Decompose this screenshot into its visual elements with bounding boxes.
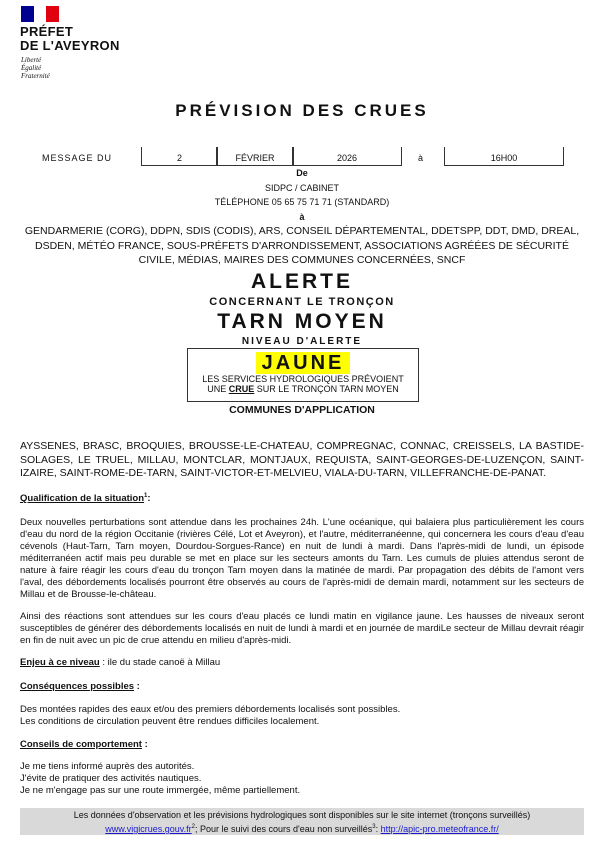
footer-footnote-2: 2 [191,824,195,830]
motto-liberte: Liberté [21,56,42,64]
republic-flag-logo [21,6,59,22]
enjeu-row [20,657,584,669]
conseils-line-2: J'évite de pratiquer des activités nautiques. [20,773,202,784]
alert-desc-post: SUR LE TRONÇON TARN MOYEN [256,384,399,394]
qualification-heading: Qualification de la situation [20,493,145,505]
motto-egalite: Égalité [21,64,42,72]
footer-colon: : [375,824,381,834]
conseils-heading-row [20,739,148,750]
footer-line-1: Les données d'observation et les prévisions hydrologiques sont disponibles sur le site internet (tronçons surveillés) [73,810,531,820]
footer-info-box [20,808,584,835]
communes-list: AYSSENES, BRASC, BROQUIES, BROUSSE-LE-CHATEAU, COMPREGNAC, CONNAC, CREISSELS, LA BASTIDE-SOLAGES, LE TRUEL, MILLAU, MONTCLAR, MONTJAUX, REQUISTA, SAINT-GEORGES-DE-LUZENÇON, SAINT-IZAIRE, SAINT-ROME-DE-TARN, SAINT-VICTOR-ET-MELVIEU, VIALA-DU-TARN, VILLEFRANCHE-DE-PANAT. [20,440,584,479]
qualification-paragraph-2: Ainsi des réactions sont attendues sur les cours d'eau placés ce lundi matin en vigilance jaune. Les hausses de niveaux seront susceptibles de générer des débordements localisés en nuit de lundi à mardi et en journée de mardiLe secteur de Millau devrait réagir en fin de nuit avec un pic de crue attendu en milieu d'après-midi. [20,611,584,646]
footer-middle-text: ; Pour le suivi des cours d'eau non surveillés [194,824,373,834]
prefet-department: DE L'AVEYRON [20,38,120,53]
alert-desc-line1: LES SERVICES HYDROLOGIQUES PRÉVOIENT [202,374,404,384]
communes-title: COMMUNES D'APPLICATION [229,404,375,416]
alert-desc-pre: UNE [207,384,227,394]
footer-footnote-3: 3 [372,824,376,830]
page-title: PRÉVISION DES CRUES [175,101,429,120]
qualification-footnote-marker: 1 [144,493,148,499]
to-label: à [299,212,305,222]
alert-level-badge: JAUNE [256,352,351,374]
prefet-title: PRÉFET [20,24,74,39]
qualification-colon: : [147,493,151,505]
message-month-field: FÉVRIER [216,147,294,166]
from-label: De [296,168,308,178]
flag-red-stripe [46,6,59,22]
consequences-line-1: Des montées rapides des eaux et/ou des premiers débordements localisés sont possibles. [20,704,401,715]
sender-name: SIDPC / CABINET [264,183,339,193]
alert-desc-crue: CRUE [228,384,255,394]
flag-white-stripe [34,6,47,22]
message-year-field: 2026 [292,147,402,166]
message-date-label: MESSAGE DU [42,153,113,163]
conseils-line-1: Je me tiens informé auprès des autorités. [20,761,195,772]
message-time-field: 16H00 [444,147,564,166]
sender-phone: TÉLÉPHONE 05 65 75 71 71 (STANDARD) [214,197,390,207]
conseils-heading: Conseils de comportement [20,739,142,750]
qualification-paragraph-1: Deux nouvelles perturbations sont attendue dans les prochaines 24h. L'une océanique, qui balaiera plus particulièrement les cours d'eau du nord de la région Occitanie (rivières Célé, Lot et Aveyron), et l'autre, méditerranéenne, qui concernera les cours d'eau d'eau cévenols (Haut-Tarn, Tarn moyen, Dourdou-Sorgues-Rance) en nuit de lundi à mardi. Dans l'après-midi de lundi, un épisode méditerranéen actif mais peu durable se met en place sur les secteurs amonts du Tarn. Les cumuls de pluies attendus seront de nature à faire réagir les cours d'eau du tronçon Tarn moyen dans la matinée de mardi. Par propagation des débits de l'amont vers l'aval, des débordements localisés pourront être observés au cours de l'après-midi de demain mardi, notamment sur les secteurs de Millau et de Brousse-le-château. [20,517,584,600]
conseils-line-3: Je ne m'engage pas sur une route immergée, même partiellement. [20,785,301,796]
consequences-heading: Conséquences possibles [20,681,135,692]
alert-level-label: NIVEAU D'ALERTE [241,336,363,347]
footer-line-2 [20,821,584,835]
recipients-list: GENDARMERIE (CORG), DDPN, SDIS (CODIS), ARS, CONSEIL DÉPARTEMENTAL, DDETSPP, DDT, DMD, DREAL, DSDEN, MÉTÉO FRANCE, SOUS-PRÉFETS D'ARRONDISSEMENT, ASSOCIATIONS AGRÉÉES DE SÉCURITÉ CIVILE, MÉDIAS, MAIRES DES COMMUNES CONCERNÉES, SNCF [24,225,580,266]
consequences-heading-row [20,681,140,692]
enjeu-heading: Enjeu à ce niveau [20,657,100,668]
message-day-field: 2 [141,147,218,166]
alert-level-box [187,348,419,402]
enjeu-text: : ile du stade canoë à Millau [99,657,221,668]
consequences-line-2: Les conditions de circulation peuvent être rendues difficiles localement. [20,716,320,727]
consequences-colon: : [134,681,140,692]
message-at-label: à [418,153,424,163]
conseils-colon: : [141,739,148,750]
apic-link[interactable]: http://apic-pro.meteofrance.fr/ [380,824,499,834]
alert-desc-line2 [188,384,418,394]
vigicrues-link[interactable]: www.vigicrues.gouv.fr [105,824,192,834]
alert-concerning: CONCERNANT LE TRONÇON [209,296,395,308]
motto-fraternite: Fraternité [21,72,50,80]
alert-section-name: TARN MOYEN [217,310,387,333]
alert-title: ALERTE [251,270,353,293]
flag-blue-stripe [21,6,34,22]
qualification-heading-row [20,493,151,504]
